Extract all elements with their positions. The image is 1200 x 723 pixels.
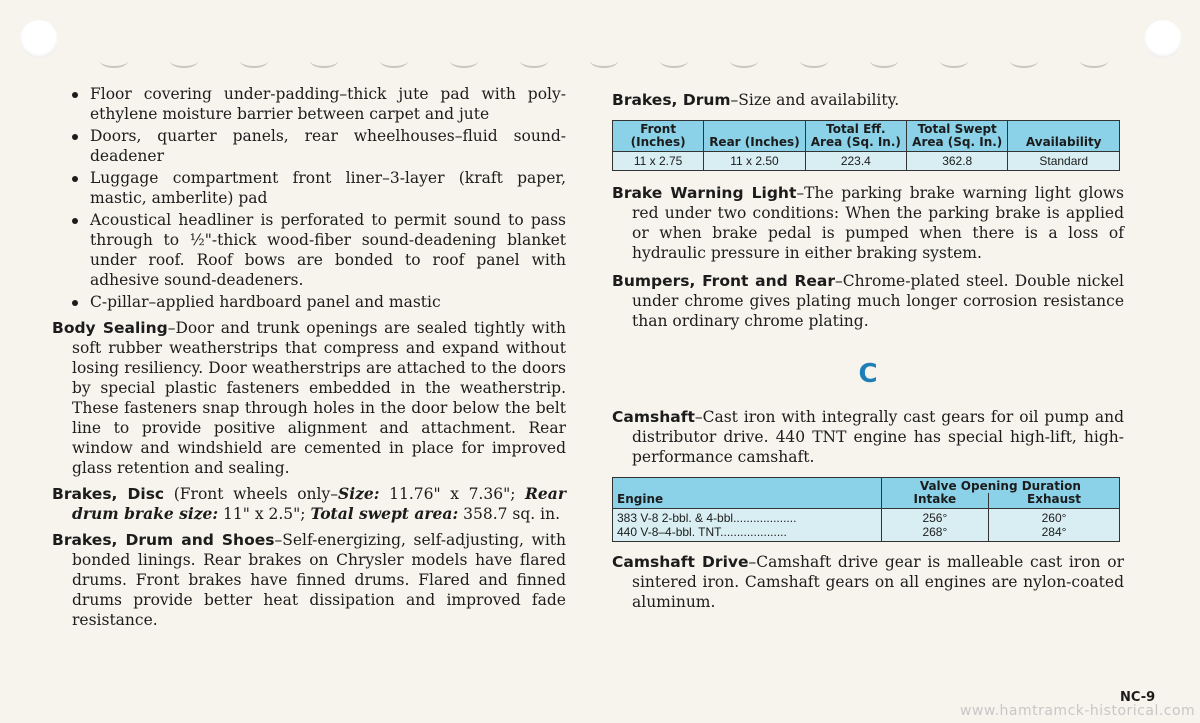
list-item: Luggage compartment front liner–3-layer (kraft paper, mastic, amberlite) pad [52,168,566,208]
table-cell [989,509,1120,542]
entry-term: Brakes, Drum [612,91,731,109]
engine-name: 440 V-8–4-bbl. TNT.................... [617,525,787,539]
table-header-row [613,478,1120,494]
binder-mark [520,54,548,68]
table-header: Engine [613,478,882,509]
entry-label: Total swept area: [310,504,459,523]
binder-mark [730,54,758,68]
section-letter: C [858,359,878,389]
binder-mark [1080,54,1108,68]
list-item: Doors, quarter panels, rear wheelhouses–fluid sound-deadener [52,126,566,166]
table-row [613,152,1120,171]
binder-mark [590,54,618,68]
table-cell [881,509,988,542]
valve-duration-table [612,477,1120,542]
list-item: Acoustical headliner is perforated to permit sound to pass through to ½"-thick wood-fiber sound-deadening blanket under roof. Roof bows are bonded to roof panel with adhesive sound-deadeners. [52,210,566,290]
brakes-drum-shoes-entry [52,530,566,630]
drum-brake-table [612,120,1120,171]
binder-mark [870,54,898,68]
entry-label: Rear drum brake size: [72,484,566,523]
watermark: www.hamtramck-historical.com [960,703,1196,719]
exhaust-value: 260° [1041,511,1067,525]
intake-value: 268° [922,525,948,539]
entry-term: Camshaft [612,408,695,426]
entry-text: –Cast iron with integrally cast gears for oil pump and distributor drive. 440 TNT engine has special high-lift, high-performance camshaft. [632,408,1124,466]
table-cell: 11 x 2.50 [704,152,805,171]
binder-holes [0,20,1200,60]
binder-mark [800,54,828,68]
entry-term: Camshaft Drive [612,553,749,571]
table-row [613,509,1120,542]
binder-mark [240,54,268,68]
brakes-drum-entry [612,90,1124,110]
binder-hole [20,20,58,58]
table-header-row [613,121,1120,152]
binder-hole [1144,20,1182,58]
entry-text: –Chrome-plated steel. Double nickel under chrome gives plating much longer corrosion resistance than ordinary chrome plating. [632,272,1124,330]
entry-text: 11.76" x 7.36"; [379,485,526,503]
binder-mark [170,54,198,68]
right-column [612,84,1124,612]
list-item: Floor covering under-padding–thick jute pad with poly-ethylene moisture barrier between carpet and jute [52,84,566,124]
table-header: Valve Opening Duration [881,478,1119,494]
entry-term: Bumpers, Front and Rear [612,272,835,290]
left-column [52,84,566,630]
entry-text: –Door and trunk openings are sealed tightly with soft rubber weatherstrips that compress and expand without losing resiliency. Door weatherstrips are attached to the doors by special plastic fasteners embedded in the weatherstrip. These fasteners snap through holes in the door below the belt line to provide positive alignment and attachment. Rear window and windshield are cemented in place for improved glass retention and sealing. [72,319,566,477]
exhaust-value: 284° [1041,525,1067,539]
table-header: Total Eff. Area (Sq. In.) [805,121,906,152]
brakes-disc-entry [52,484,566,524]
bumpers-entry [612,271,1124,331]
binder-mark [1010,54,1038,68]
entry-text: –Size and availability. [730,91,900,109]
entry-text: 358.7 sq. in. [458,505,561,523]
binder-mark [100,54,128,68]
table-cell: 223.4 [805,152,906,171]
entry-term: Brakes, Drum and Shoes [52,531,275,549]
table-header: Exhaust [989,493,1120,509]
binder-mark [450,54,478,68]
table-header: Intake [881,493,988,509]
binder-mark [310,54,338,68]
entry-term: Brake Warning Light [612,184,797,202]
binder-mark [940,54,968,68]
binder-mark [660,54,688,68]
entry-term: Brakes, Disc [52,485,165,503]
table-header: Total Swept Area (Sq. In.) [907,121,1008,152]
table-header: Rear (Inches) [704,121,805,152]
entry-term: Body Sealing [52,319,168,337]
entry-text: (Front wheels only– [164,485,339,503]
table-cell: 362.8 [907,152,1008,171]
table-header: Front (Inches) [613,121,704,152]
binder-mark [380,54,408,68]
list-item: C-pillar–applied hardboard panel and mastic [52,292,566,312]
camshaft-drive-entry [612,552,1124,612]
camshaft-entry [612,407,1124,467]
entry-text: –Self-energizing, self-adjusting, with bonded linings. Rear brakes on Chrysler models have flared drums. Front brakes have finned drums. Flared and finned drums provide better heat dissipation and improved fade resistance. [72,531,566,629]
brake-warning-entry [612,183,1124,263]
entry-text: –The parking brake warning light glows red under two conditions: When the parking brake is applied or when brake pedal is pumped when there is a loss of hydraulic pressure in either braking system. [632,184,1124,262]
entry-text: –Camshaft drive gear is malleable cast iron or sintered iron. Camshaft gears on all engines are nylon-coated aluminum. [632,553,1124,611]
entry-label: Size: [338,484,380,503]
body-sealing-entry [52,318,566,478]
engine-name: 383 V-8 2-bbl. & 4-bbl................... [617,511,797,525]
table-cell: 11 x 2.75 [613,152,704,171]
entry-text: 11" x 2.5"; [218,505,311,523]
table-cell [613,509,882,542]
table-header: Availability [1008,121,1120,152]
intake-value: 256° [922,511,948,525]
page-number: NC-9 [1120,690,1156,705]
sound-deadening-list [52,84,566,312]
table-cell: Standard [1008,152,1120,171]
